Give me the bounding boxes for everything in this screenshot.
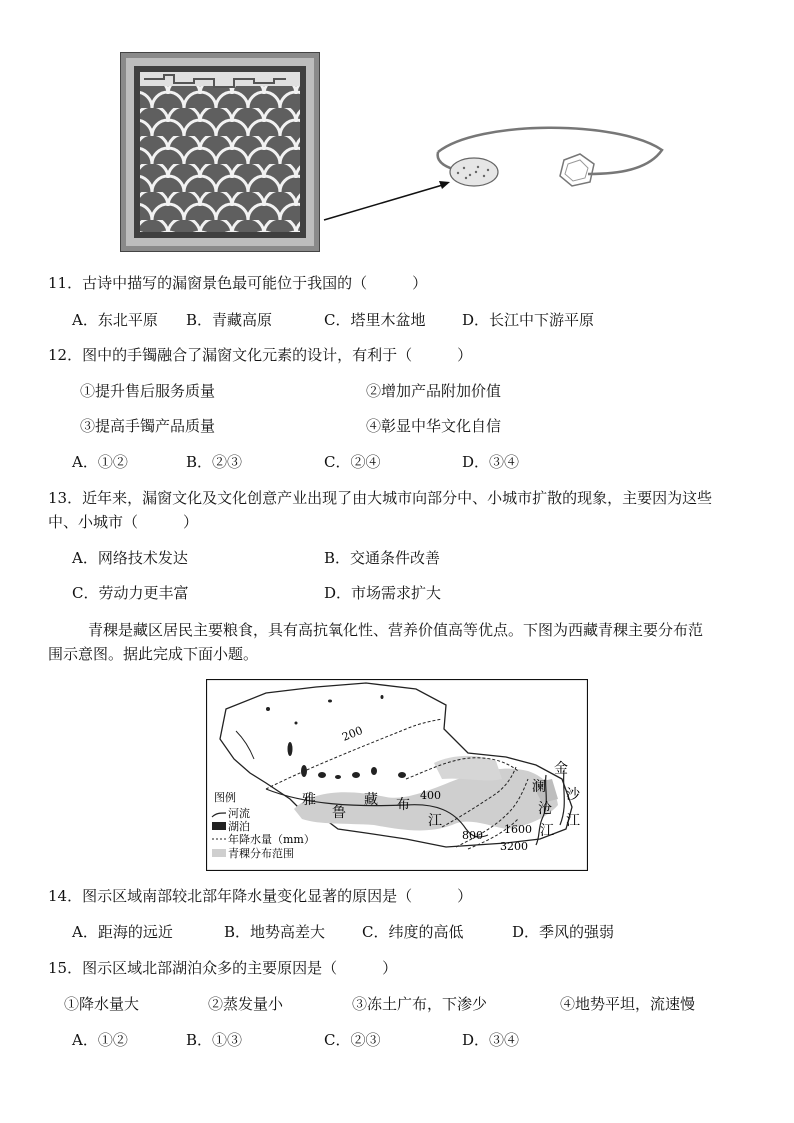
- yarlung-char-4: 布: [396, 797, 410, 813]
- q12-statement-2: ②增加产品附加价值: [366, 382, 502, 400]
- legend-isoline: 年降水量（mm）: [228, 833, 315, 846]
- q15-option-a[interactable]: A．①②: [72, 1031, 128, 1049]
- lancang-char-3: 江: [540, 823, 554, 839]
- lancang-char-2: 沧: [538, 801, 552, 817]
- q11-option-a[interactable]: A．东北平原: [72, 311, 158, 329]
- legend-lake: 湖泊: [228, 820, 250, 833]
- q15-stem: 15．图示区域北部湖泊众多的主要原因是（ ）: [48, 959, 398, 977]
- q11-stem: 11．古诗中描写的漏窗景色最可能位于我国的（ ）: [48, 274, 428, 292]
- barley-distribution-map: [206, 679, 588, 871]
- q13-stem-line1: 13．近年来，漏窗文化及文化创意产业出现了由大城市向部分中、小城市扩散的现象，主要因为这些: [48, 489, 713, 507]
- q14-stem: 14．图示区域南部较北部年降水量变化显著的原因是（ ）: [48, 887, 473, 905]
- q14-option-b[interactable]: B．地势高差大: [224, 923, 326, 941]
- legend-title: 图例: [214, 791, 236, 804]
- intro-line1: 青稞是藏区居民主要粮食，具有高抗氧化性、营养价值高等优点。下图为西藏青稞主要分布范: [88, 621, 704, 639]
- isoline-1600: 1600: [504, 823, 532, 836]
- legend-river: 河流: [228, 807, 250, 820]
- jinsha-char-1: 金: [554, 761, 568, 777]
- isoline-200: 200: [340, 723, 365, 744]
- legend-barley: 青稞分布范围: [228, 847, 294, 860]
- q13-option-d[interactable]: D．市场需求扩大: [324, 584, 442, 602]
- q15-option-d[interactable]: D．③④: [462, 1031, 520, 1049]
- isoline-3200: 3200: [500, 840, 528, 853]
- q14-option-c[interactable]: C．纬度的高低: [362, 923, 464, 941]
- q11-option-b[interactable]: B．青藏高原: [186, 311, 273, 329]
- q12-option-a[interactable]: A．①②: [72, 453, 128, 471]
- q12-statement-1: ①提升售后服务质量: [80, 382, 216, 400]
- isoline-800: 800: [462, 829, 483, 842]
- intro-line2: 围示意图。据此完成下面小题。: [48, 645, 259, 663]
- q11-option-d[interactable]: D．长江中下游平原: [462, 311, 595, 329]
- q15-statement-3: ③冻土广布，下渗少: [352, 995, 488, 1013]
- q12-option-d[interactable]: D．③④: [462, 453, 520, 471]
- isoline-400: 400: [420, 789, 441, 802]
- q15-statement-2: ②蒸发量小: [208, 995, 284, 1013]
- q14-option-a[interactable]: A．距海的远近: [72, 923, 173, 941]
- yarlung-char-3: 藏: [364, 792, 378, 808]
- lancang-char-1: 澜: [532, 779, 546, 795]
- yarlung-char-1: 雅: [302, 792, 316, 808]
- q13-stem-line2: 中、小城市（ ）: [48, 513, 199, 531]
- q13-option-a[interactable]: A．网络技术发达: [72, 549, 188, 567]
- q12-statement-3: ③提高手镯产品质量: [80, 417, 216, 435]
- q12-option-c[interactable]: C．②④: [324, 453, 381, 471]
- jinsha-char-3: 江: [566, 813, 580, 829]
- q15-statement-4: ④地势平坦，流速慢: [560, 995, 696, 1013]
- q12-statement-4: ④彰显中华文化自信: [366, 417, 502, 435]
- yarlung-char-5: 江: [428, 813, 442, 829]
- legend-barley-swatch: [212, 849, 226, 857]
- leaky-window-photo: [120, 52, 320, 252]
- q13-option-b[interactable]: B．交通条件改善: [324, 549, 441, 567]
- bracelet-illustration: [318, 120, 668, 230]
- q13-option-c[interactable]: C．劳动力更丰富: [72, 584, 189, 602]
- q15-option-c[interactable]: C．②③: [324, 1031, 381, 1049]
- q15-statement-1: ①降水量大: [64, 995, 140, 1013]
- jinsha-char-2: 沙: [566, 787, 580, 803]
- q11-option-c[interactable]: C．塔里木盆地: [324, 311, 426, 329]
- q12-option-b[interactable]: B．②③: [186, 453, 243, 471]
- yarlung-char-2: 鲁: [332, 805, 346, 821]
- lattice-window-image: [120, 52, 320, 252]
- q14-option-d[interactable]: D．季风的强弱: [512, 923, 615, 941]
- q15-option-b[interactable]: B．①③: [186, 1031, 243, 1049]
- legend-lake-swatch: [212, 822, 226, 830]
- q12-stem: 12．图中的手镯融合了漏窗文化元素的设计，有利于（ ）: [48, 346, 473, 364]
